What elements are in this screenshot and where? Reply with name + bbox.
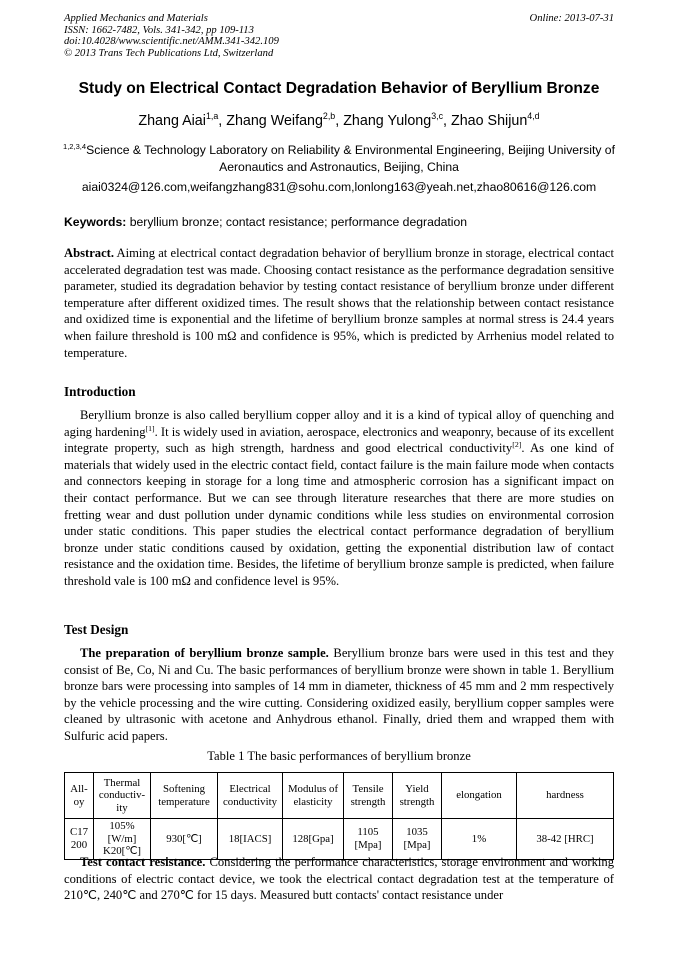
cell: 18[IACS] xyxy=(218,819,283,860)
header-cell: Yield strength xyxy=(393,773,442,819)
sep: , xyxy=(443,113,451,129)
header-cell: Softening temperature xyxy=(151,773,218,819)
author-sup: 4,d xyxy=(527,111,540,122)
subheading: The preparation of beryllium bronze sample. xyxy=(80,646,329,660)
subheading: Test contact resistance. xyxy=(80,855,206,869)
author: Zhang Weifang xyxy=(226,113,323,129)
cell: C17 200 xyxy=(65,819,94,860)
abstract-text: Aiming at electrical contact degradation behavior of beryllium bronze in storage, electrical contact accelerated degradation test was made. Choosing contact resistance as the performance degradation sensitive parameter, studied its degradation behavior by testing contact resistance of beryllium bronze under different temperature after different oxidized times. The result shows that the relationship between contact resistance and oxidized time is exponential and the lifetime of beryllium bronze samples at normal stress is 24.4 years when failure threshold is 100 mΩ and confidence is 95%, which is predicted by Arrhenius model related to temperature. xyxy=(64,246,614,360)
author-sup: 2,b xyxy=(322,111,336,122)
cell: 128[Gpa] xyxy=(283,819,344,860)
journal-name: Applied Mechanics and Materials xyxy=(64,13,208,24)
contact-resistance-text xyxy=(64,854,614,904)
table-caption: Table 1 The basic performances of beryllium bronze xyxy=(207,749,471,763)
author: Zhao Shijun xyxy=(450,113,528,129)
cell: 930[℃] xyxy=(151,819,218,860)
emails: aiai0324@126.com,weifangzhang831@sohu.com,lonlong163@yeah.net,zhao80616@126.com xyxy=(81,180,597,194)
abstract-label: Abstract. xyxy=(64,246,115,260)
affil-text: Science & Technology Laboratory on Reliability & Environmental Engineering, Beijing University of Aeronautics and Astronautics, Beijing, China xyxy=(86,143,615,174)
sample-preparation-text xyxy=(64,645,614,745)
sep: , xyxy=(335,113,344,129)
keywords-text: beryllium bronze; contact resistance; performance degradation xyxy=(126,215,468,229)
header-cell: Modulus of elasticity xyxy=(283,773,344,819)
doi: doi:10.4028/www.scientific.net/AMM.341-342.109 xyxy=(64,36,279,48)
author: Zhang Yulong xyxy=(343,113,432,129)
copyright: © 2013 Trans Tech Publications Ltd, Switzerland xyxy=(64,48,274,60)
header-cell: Electrical conductivity xyxy=(218,773,283,819)
header-cell: Tensile strength xyxy=(344,773,393,819)
keywords-label: Keywords: xyxy=(64,215,127,229)
affiliation xyxy=(60,142,618,176)
paper-title: Study on Electrical Contact Degradation Behavior of Beryllium Bronze xyxy=(78,80,600,97)
text: . As one kind of materials that widely used in the electric contact field, contact failure is the main failure mode when contacts and connectors keeping in storage for a long time and atmospheric corrosion has a significant impact on their contact performance. But we can see through literature researches that there are more studies on fretting wear and dust pollution under dynamic conditions while less studies on environmental corrosion under static conditions. This paper studies the electrical contact performance degradation of beryllium bronze under static conditions caused by oxidation, getting the exponential distribution law of contact resistance and the oxidation time. Besides, the lifetime of beryllium bronze sample is predicted, when failure threshold vale is 100 mΩ and confidence level is 95%. xyxy=(64,441,615,588)
text: . It is widely used in aviation, aerospace, electronics and weaponry, because of its excellent integrate property, such as high strength, hardness and good electrical conductivity xyxy=(64,424,615,456)
text: Beryllium bronze is also called beryllium copper alloy and it is a kind of typical alloy of quenching and aging hardening xyxy=(64,408,614,439)
cell: 105%[W/m] K20[℃] xyxy=(94,819,151,860)
citation: [1] xyxy=(145,423,155,433)
author-sup: 3,c xyxy=(431,111,444,122)
journal-header xyxy=(64,13,614,60)
cell: 1035 [Mpa] xyxy=(393,819,442,860)
online-date: Online: 2013-07-31 xyxy=(529,13,614,24)
affil-sup: 1,2,3,4 xyxy=(63,141,87,151)
test-design-heading: Test Design xyxy=(64,622,129,637)
introduction-text xyxy=(64,407,614,590)
introduction-heading: Introduction xyxy=(64,384,136,399)
performance-table xyxy=(64,772,614,860)
abstract xyxy=(64,245,614,361)
cell: 38-42 [HRC] xyxy=(517,819,614,860)
header-cell: Thermal conductiv-ity xyxy=(94,773,151,819)
keywords xyxy=(64,215,467,229)
citation: [2] xyxy=(512,440,522,449)
author: Zhang Aiai xyxy=(138,113,206,129)
text: Considering the performance characteristics, storage environment and working conditions of electric contact device, we took the electrical contact degradation test at the temperature of 210℃, 240℃ and 270℃ for 15 days. Measured butt contacts' contact resistance under xyxy=(64,855,614,903)
sep: , xyxy=(218,113,227,129)
header-cell: All-oy xyxy=(65,773,94,819)
header-cell: hardness xyxy=(517,773,614,819)
table-header-row xyxy=(65,773,614,819)
cell: 1% xyxy=(442,819,517,860)
table-row xyxy=(65,819,614,860)
authors xyxy=(0,113,678,129)
cell: 1105 [Mpa] xyxy=(344,819,393,860)
text: Beryllium bronze bars were used in this test and they consist of Be, Co, Ni and Cu. The basic performances of beryllium bronze were shown in table 1. Beryllium bronze bars were processing into samples of 14 mm in diameter, thickness of 45 mm and 2 mm respectively by the vehicle processing and the wire cutting. Considering oxidized easily, beryllium copper samples were cleaned by ultrasonic with acetone and Anhydrous ethanol. Finally, dried them and wrapped them with Sulfuric acid papers. xyxy=(64,646,614,743)
author-sup: 1,a xyxy=(205,111,219,122)
issn: ISSN: 1662-7482, Vols. 341-342, pp 109-113 xyxy=(64,24,254,36)
header-cell: elongation xyxy=(442,773,517,819)
